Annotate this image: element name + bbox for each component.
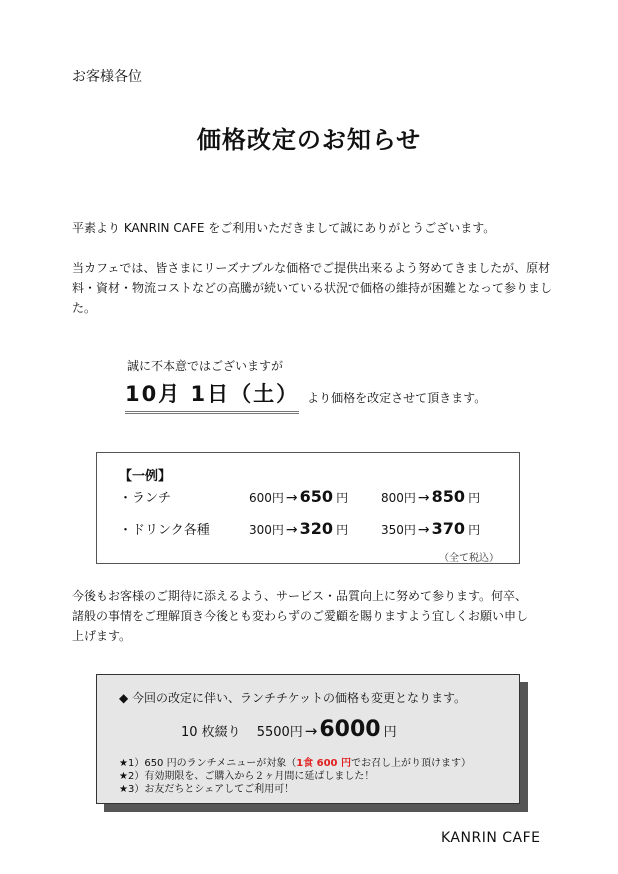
new-price: 370 — [431, 519, 466, 538]
effective-date-text: より価格を改定させて頂きます。 — [307, 391, 487, 405]
old-price: 350 — [381, 523, 404, 537]
footer-signature: KANRIN CAFE — [441, 830, 541, 846]
example-heading: 【一例】 — [119, 469, 172, 484]
old-price: 800 — [381, 491, 404, 505]
note-2: ★2）有効期限を、ご購入から２ヶ月間に延ばしました！ — [119, 771, 375, 782]
price-change — [249, 519, 381, 538]
price-row-lunch — [119, 487, 513, 506]
ticket-label: 10 枚綴り — [181, 725, 241, 740]
new-price: 650 — [299, 487, 334, 506]
unit: 円 — [403, 491, 416, 505]
price-change — [249, 487, 381, 506]
arrow-icon: → — [285, 522, 298, 538]
note-1 — [119, 757, 471, 770]
unit: 円 — [468, 491, 481, 505]
effective-date: 10月 1日（土） — [125, 378, 299, 414]
price-change — [381, 519, 513, 538]
price-example-box — [96, 452, 520, 564]
old-price: 5500 — [256, 725, 290, 740]
highlight-price: 1食 600 円 — [296, 758, 351, 769]
new-price: 6000 — [319, 717, 381, 742]
ticket-box — [96, 674, 520, 804]
salutation: お客様各位 — [72, 69, 142, 85]
arrow-icon: → — [285, 490, 298, 506]
closing-paragraph: 今後もお客様のご期待に添えるよう、サービス・品質向上に努めて参ります。何卒、諸般の事情をご理解頂き今後とも変わらずのご愛顧を賜りますよう宜しくお願い申し上げます。 — [72, 589, 529, 643]
ticket-heading: ◆ 今回の改定に伴い、ランチチケットの価格も変更となります。 — [119, 691, 467, 705]
unit: 円 — [383, 725, 397, 740]
greeting-paragraph: 平素より KANRIN CAFE をご利用いただきまして誠にありがとうございます。 — [72, 221, 496, 235]
note-3: ★3）お友だちとシェアしてご利用可！ — [119, 784, 295, 795]
tax-note: （全て税込） — [439, 553, 499, 564]
unit: 円 — [289, 725, 303, 740]
note-text: ★1）650 円のランチメニューが対象（ — [119, 758, 297, 769]
unit: 円 — [336, 523, 349, 537]
arrow-icon: → — [304, 722, 318, 740]
price-change — [381, 487, 513, 506]
unit: 円 — [271, 523, 284, 537]
unit: 円 — [403, 523, 416, 537]
unit: 円 — [468, 523, 481, 537]
arrow-icon: → — [417, 490, 430, 506]
reason-paragraph: 当カフェでは、皆さまにリーズナブルな価格でご提供出来るよう努めてきましたが、原材料・資材・物流コストなどの高騰が続いている状況で価格の維持が困難となって参りました。 — [72, 261, 553, 315]
page-title: 価格改定のお知らせ — [196, 126, 422, 154]
item-name: ・ドリンク各種 — [119, 523, 210, 538]
item-name: ・ランチ — [119, 491, 172, 506]
arrow-icon: → — [417, 522, 430, 538]
effective-date-row — [125, 378, 486, 414]
new-price: 320 — [299, 519, 334, 538]
note-text: でお召し上がり頂けます） — [351, 758, 471, 769]
price-row-drinks — [119, 519, 513, 538]
old-price: 600 — [249, 491, 272, 505]
old-price: 300 — [249, 523, 272, 537]
unit: 円 — [336, 491, 349, 505]
new-price: 850 — [431, 487, 466, 506]
ticket-notes — [119, 757, 471, 796]
ticket-price-change — [181, 717, 397, 742]
apology-line: 誠に不本意ではございますが — [127, 359, 284, 373]
unit: 円 — [271, 491, 284, 505]
